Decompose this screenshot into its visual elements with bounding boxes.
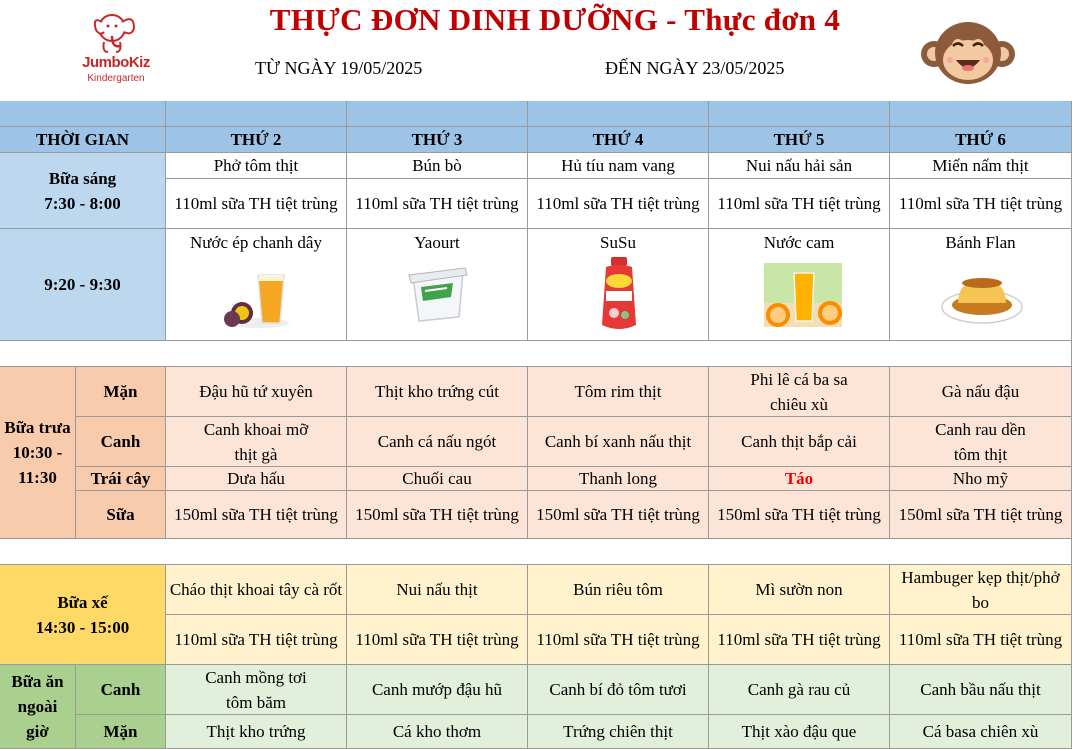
lunch-cell: Canh khoai mỡ thịt gà [166, 417, 347, 467]
dinner-cell: Cá basa chiên xù [890, 715, 1072, 749]
menu-table [0, 101, 1072, 749]
snack-time: 9:20 - 9:30 [0, 229, 166, 341]
snack-item: Bánh Flan [945, 233, 1016, 252]
lunch-cell: Gà nấu đậu [890, 367, 1072, 417]
dinner-cell: Cá kho thơm [347, 715, 528, 749]
breakfast-time: 7:30 - 8:00 [44, 193, 121, 213]
afternoon-name: Bữa xế [57, 592, 108, 612]
breakfast-milk: 110ml sữa TH tiệt trùng [347, 179, 528, 229]
breakfast-dish: Bún bò [347, 153, 528, 179]
header-band-time [0, 101, 166, 127]
snack-item: Yaourt [414, 233, 460, 252]
date-to-value: 23/05/2025 [702, 58, 785, 78]
lunch-cell: Đậu hũ tứ xuyên [166, 367, 347, 417]
lunch-cell: Thịt kho trứng cút [347, 367, 528, 417]
date-from-value: 19/05/2025 [340, 58, 423, 78]
breakfast-milk: 110ml sữa TH tiệt trùng [528, 179, 709, 229]
header-band-day1 [166, 101, 347, 127]
dinner-cell: Canh gà rau củ [709, 665, 890, 715]
snack-cell [709, 229, 890, 341]
lunch-row-label: Trái cây [76, 467, 166, 491]
afternoon-milk: 110ml sữa TH tiệt trùng [528, 615, 709, 665]
day-header: THỨ 6 [890, 127, 1072, 153]
breakfast-milk: 110ml sữa TH tiệt trùng [890, 179, 1072, 229]
lunch-cell: Canh cá nấu ngót [347, 417, 528, 467]
dinner-row-label: Canh [76, 665, 166, 715]
dinner-cell: Thịt kho trứng [166, 715, 347, 749]
dinner-cell: Thịt xào đậu que [709, 715, 890, 749]
header-band-day2 [347, 101, 528, 127]
afternoon-label [0, 565, 166, 665]
afternoon-milk: 110ml sữa TH tiệt trùng [347, 615, 528, 665]
lunch-cell: Dưa hấu [166, 467, 347, 491]
dinner-cell: Canh mồng tơi tôm băm [166, 665, 347, 715]
dinner-cell: Canh mướp đậu hũ [347, 665, 528, 715]
snack-cell [166, 229, 347, 341]
breakfast-dish: Miến nấm thịt [890, 153, 1072, 179]
header-band-day4 [709, 101, 890, 127]
afternoon-milk: 110ml sữa TH tiệt trùng [709, 615, 890, 665]
afternoon-milk: 110ml sữa TH tiệt trùng [890, 615, 1072, 665]
afternoon-dish: Nui nấu thịt [347, 565, 528, 615]
logo-brand: JumboKiz [82, 54, 150, 71]
date-from-label: TỪ NGÀY [255, 58, 336, 78]
dinner-cell: Trứng chiên thịt [528, 715, 709, 749]
lunch-cell: Canh bí xanh nấu thịt [528, 417, 709, 467]
jumbokiz-logo [76, 10, 156, 90]
lunch-cell: Canh rau dền tôm thịt [890, 417, 1072, 467]
lunch-label: Bữa trưa 10:30 - 11:30 [0, 367, 76, 539]
monkey-face-icon [920, 20, 1016, 86]
lunch-row-label: Canh [76, 417, 166, 467]
flan-icon [940, 267, 1024, 325]
date-to [605, 58, 784, 79]
breakfast-dish: Nui nấu hải sản [709, 153, 890, 179]
dinner-label: Bữa ăn ngoài giờ [0, 665, 76, 749]
day-header: THỨ 2 [166, 127, 347, 153]
elephant-icon [90, 10, 144, 54]
afternoon-dish: Mì sườn non [709, 565, 890, 615]
day-header: THỨ 4 [528, 127, 709, 153]
afternoon-milk: 110ml sữa TH tiệt trùng [166, 615, 347, 665]
orange-juice-icon [764, 263, 842, 327]
breakfast-milk: 110ml sữa TH tiệt trùng [709, 179, 890, 229]
spacer-row [0, 539, 1072, 565]
dinner-cell: Canh bầu nấu thịt [890, 665, 1072, 715]
breakfast-label [0, 153, 166, 229]
menu-header [0, 0, 1072, 101]
breakfast-name: Bữa sáng [48, 168, 117, 188]
day-header: THỨ 5 [709, 127, 890, 153]
afternoon-dish: Cháo thịt khoai tây cà rốt [166, 565, 347, 615]
lunch-row-label: Mặn [76, 367, 166, 417]
lunch-cell: Chuối cau [347, 467, 528, 491]
header-band-day5 [890, 101, 1072, 127]
lunch-cell: 150ml sữa TH tiệt trùng [528, 491, 709, 539]
dinner-cell: Canh bí đỏ tôm tươi [528, 665, 709, 715]
lunch-cell: Phi lê cá ba sa chiêu xù [709, 367, 890, 417]
breakfast-dish: Hủ tíu nam vang [528, 153, 709, 179]
snack-item: Nước cam [763, 233, 835, 252]
header-band-day3 [528, 101, 709, 127]
snack-cell [347, 229, 528, 341]
yogurt-cup-icon [403, 263, 473, 325]
afternoon-dish: Bún riêu tôm [528, 565, 709, 615]
lunch-cell: 150ml sữa TH tiệt trùng [709, 491, 890, 539]
page-title: THỰC ĐƠN DINH DƯỠNG - Thực đơn 4 [269, 2, 841, 37]
lunch-cell: Nho mỹ [890, 467, 1072, 491]
susu-bottle-icon [594, 255, 644, 333]
day-header: THỨ 3 [347, 127, 528, 153]
time-column-header: THỜI GIAN [0, 127, 166, 153]
spacer-row [0, 341, 1072, 367]
date-to-label: ĐẾN NGÀY [605, 58, 698, 78]
lunch-cell: 150ml sữa TH tiệt trùng [347, 491, 528, 539]
afternoon-dish: Hambuger kẹp thịt/phở bo [890, 565, 1072, 615]
lunch-cell-highlight: Táo [709, 467, 890, 491]
breakfast-milk: 110ml sữa TH tiệt trùng [166, 179, 347, 229]
passion-fruit-juice-icon [222, 267, 292, 329]
dinner-row-label: Mặn [76, 715, 166, 749]
snack-cell [528, 229, 709, 341]
lunch-cell: 150ml sữa TH tiệt trùng [890, 491, 1072, 539]
lunch-cell: Thanh long [528, 467, 709, 491]
afternoon-time: 14:30 - 15:00 [35, 617, 130, 637]
logo-subtitle: Kindergarten [87, 73, 145, 84]
lunch-cell: 150ml sữa TH tiệt trùng [166, 491, 347, 539]
lunch-row-label: Sữa [76, 491, 166, 539]
lunch-cell: Canh thịt bắp cải [709, 417, 890, 467]
snack-cell [890, 229, 1072, 341]
snack-item: Nước ép chanh dây [190, 233, 322, 252]
date-from [255, 58, 422, 79]
lunch-cell: Tôm rim thịt [528, 367, 709, 417]
breakfast-dish: Phở tôm thịt [166, 153, 347, 179]
snack-item: SuSu [600, 233, 636, 252]
